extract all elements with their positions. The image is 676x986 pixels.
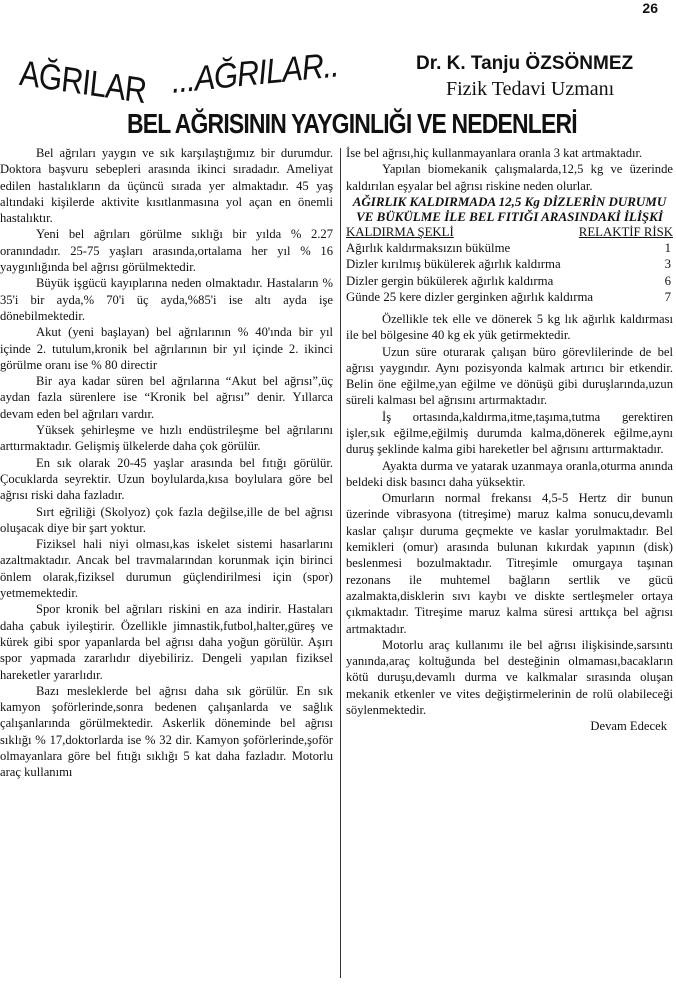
paragraph: Bel ağrıları yaygın ve sık karşılaştığımız bir durumdur. Doktora başvuru sebepleri arasında ikinci sıradadır. Ameliyat edilen hastalıkların da üçüncü sırada yer almaktadır. 45 yaş altındaki kişilerde aktivite kısıtlanmasına yol açan en önemli hastalıktır. [0,146,333,226]
title-word-2: ...AĞRILAR.. [170,45,340,101]
paragraph: Yüksek şehirleşme ve hızlı endüstrileşme bel ağrılarını arttırmaktadır. Gelişmiş ülkelerde daha çok görülür. [0,423,333,454]
paragraph: İse bel ağrısı,hiç kullanmayanlara oranla 3 kat artmaktadır. [346,146,643,160]
paragraph: İş ortasında,kaldırma,itme,taşıma,tutma gerektiren işler,sık eğilme,eğilmiş durumda kalma,dönerek eğilme,aynı duruş şeklinde kalma gibi hareketler bel ağrısını arttırmaktadır. [346,409,673,457]
author-role: Fizik Tedavi Uzmanı [446,78,615,100]
table-row [346,256,673,272]
table-header-method: KALDIRMA ŞEKLİ [346,224,454,239]
paragraph: Bazı mesleklerde bel ağrısı daha sık görülür. En sık kamyon şoförlerinde,sonra bedenen çalışanlarda ve sağlık çalışanlarında görülmektedir. Askerlik döneminde bel ağrısı sıklığı % 17,doktorlarda ise % 32 dir. Kamyon şoförlerinde,şoför olmayanlara göre bel fıtığı sıklığı 5 kat daha fazladır. Motorlu araç kullanımı [0,683,333,780]
column-divider [340,148,341,978]
paragraph: Spor kronik bel ağrıları riskini en aza indirir. Hastaları daha çabuk iyileştirir. Özellikle jimnastik,futbol,halter,güreş ve kürek gibi spor yapanlarda bel ağrısı daha yoğun görülür. Aşırı spor yapmada zararlıdır diyebiliriz. Dengeli yapılan fiziksel hareketler yararlıdır. [0,602,333,682]
paragraph: Yapılan biomekanik çalışmalarda,12,5 kg ve üzerinde kaldırılan eşyalar bel ağrısı riskine neden olurlar. [346,162,673,193]
paragraph: En sık olarak 20-45 yaşlar arasında bel fıtığı görülür. Çocuklarda seyrektir. Uzun boylularda,kısa boylulara göre bel ağrısı riski daha fazladır. [0,455,333,503]
row-label: Dizler kırılmış bükülerek ağırlık kaldırma [346,257,561,272]
paragraph: Uzun süre oturarak çalışan büro görevlilerinde de bel ağrısı yaygındır. Aynı pozisyonda kalmak artırıcı bir etkendir. Belin öne eğilme,yan eğilme ve dönüşü gibi duruşlarında,uzun süreli kalması bel ağrısını artırmaktadır. [346,344,673,408]
paragraph: Özellikle tek elle ve dönerek 5 kg lık ağırlık kaldırması ile bel bölgesine 40 kg ek yük getirmektedir. [346,311,673,343]
right-column [346,145,673,735]
row-value: 6 [664,273,671,288]
left-column [0,145,333,781]
table-row [346,289,673,305]
paragraph: Ayakta durma ve yatarak uzanmaya oranla,oturma anında beldeki disk basıncı daha yüksektir. [346,458,673,489]
continued-note: Devam Edecek [590,719,667,734]
paragraph: Bir aya kadar süren bel ağrılarına “Akut bel ağrısı”,üç aydan fazla sürenlere ise “Kronik bel ağrısı” denir. Yıllarca devam eden bel ağrıları vardır. [0,374,333,421]
paragraph: Fiziksel hali niyi olması,kas iskelet sistemi hasarlarını azaltmaktadır. Ancak bel travmalarından korunmak için birinci önlem olarak,fiziksel durumun güçlendirilmesi için (spor) yetmemektedir. [0,537,333,601]
table-row [346,240,673,256]
row-label: Günde 25 kere dizler gerginken ağırlık kaldırma [346,289,594,304]
table-header-risk: RELAKTİF RİSK [578,224,673,239]
paragraph: Sırt eğriliği (Skolyoz) çok fazla değilse,ille de bel ağrısı oluşacak diye bir şart yoktur. [0,504,333,535]
risk-table [346,224,673,305]
row-value: 3 [664,257,671,272]
paragraph: Büyük işgücü kayıplarına neden olmaktadır. Hastaların % 35'i bir ayda,% 70'i üç ayda,%85'i ise altı ayda işe dönebilmektedir. [0,276,333,323]
table-row [346,273,673,289]
row-value: 1 [664,241,671,256]
paragraph: Omurların normal frekansı 4,5-5 Hertz dir bunun üzerinde vibrasyona (titreşime) maruz kalma sonucu,devamlı kaslar çalışır duruma geçmekte ve kaslar yorulmaktadır. Bel kemikleri (omur) arasında bulunan kıkırdak yapının (disk) beslenmesi bozulmaktadır. Titreşimle omurgaya taşınan rezonans ile muhtemel bağların sertlik ve gücü azalmakta,disklerin sıvı kaybı ve diskte sertleşmeler ortaya çıkmaktadır. Titreşime maruz kalma süresi arttıkça bel ağrısı artmaktadır. [346,491,673,636]
row-value: 7 [664,289,671,304]
author-name: Dr. K. Tanju ÖZSÖNMEZ [416,53,634,74]
page-number: 26 [642,0,658,16]
article-headline: BEL AĞRISININ YAYGINLIĞI VE NEDENLERİ [127,108,577,139]
row-label: Ağırlık kaldırmaksızın bükülme [346,241,511,256]
paragraph: Akut (yeni başlayan) bel ağrılarının % 40'ında bir yıl içinde 2. tutulum,kronik bel ağrılarının bir yıl içinde 2. ikinci görülme oranı ise % 80 directir [0,325,333,372]
paragraph: Yeni bel ağrıları görülme sıklığı bir yılda % 2.27 oranındadır. 25-75 yaşları arasında,ortalama her yıl % 16 yaygınlığında bel ağrısı görülmektedir. [0,227,333,275]
table-header-row [346,224,673,240]
title-word-1: AĞRILAR [17,52,148,112]
paragraph: Motorlu araç kullanımı ile bel ağrısı ilişkisinde,sarsıntı yanında,araç koltuğunda bel desteğinin olmaması,bacakların kötü duruşu,devamlı durma ve kalkmalar sırasında oluşan mekanik etkenler ve vites değiştirmelerinin de rolü olabileceği söylenmektedir. [346,637,673,718]
article-header [0,0,676,145]
table-title: AĞIRLIK KALDIRMADA 12,5 Kg DİZLERİN DURUMU VE BÜKÜLME İLE BEL FITIĞI ARASINDAKİ İLİŞKİ [352,193,667,224]
row-label: Dizler gergin bükülerek ağırlık kaldırma [346,273,554,288]
